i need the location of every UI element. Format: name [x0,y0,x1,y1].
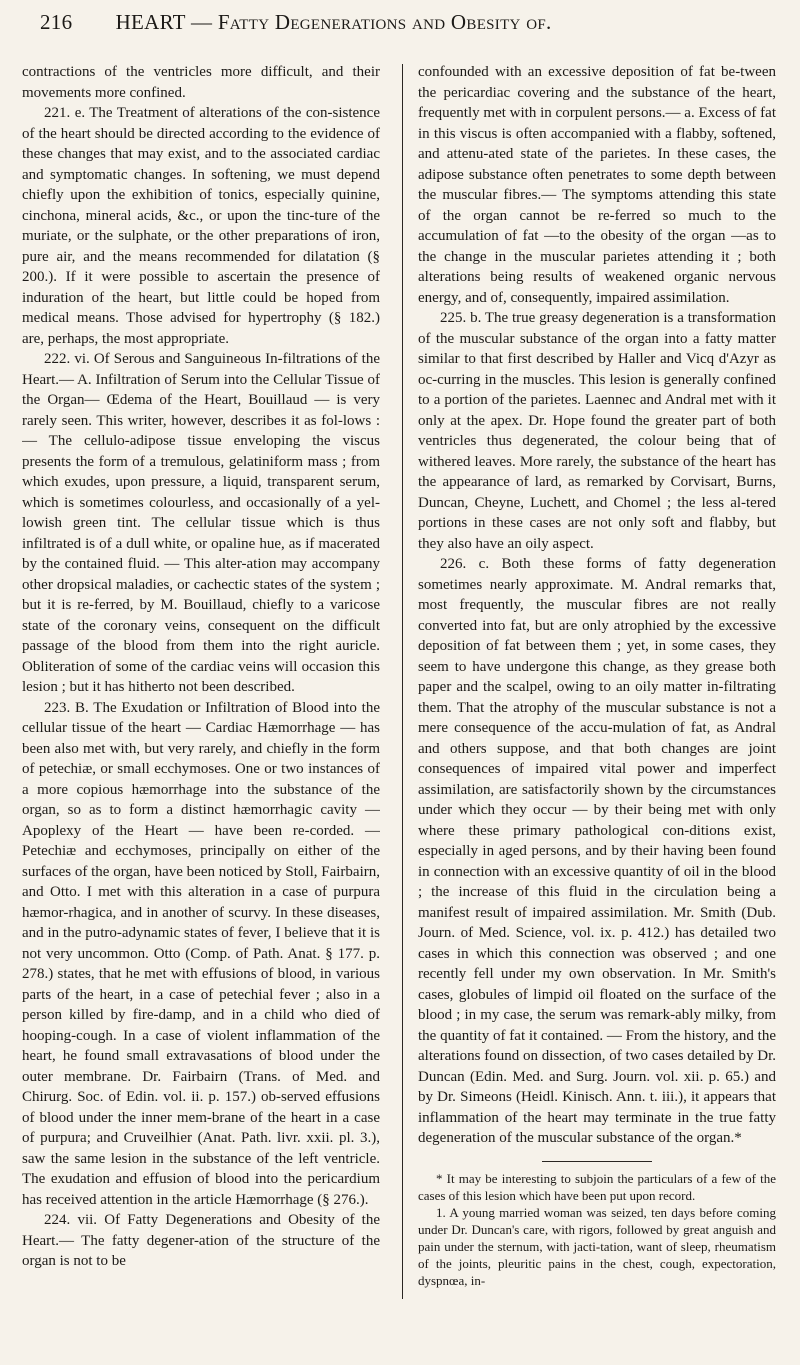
column-divider [402,64,403,1299]
paragraph: contractions of the ventricles more difficult, and their movements more confined. [22,64,380,101]
paragraph: 224. vii. Of Fatty Degenerations and Obesity of the Heart.— The fatty degener-ation of the structure of the organ is not to be [22,1212,380,1269]
paragraph: 226. c. Both these forms of fatty degeneration sometimes nearly approximate. M. Andral remarks that, most frequently, the muscular fibres are not really converted into fat, but are only atrophied by the excessive deposition of fat between them ; yet, in some cases, they seem to have undergone this change, as they grease both paper and the scalpel, owing to an oily matter in-filtrating them. That the atrophy of the muscular substance is not a mere consequence of the accu-mulation of fat, as Andral and others suppose, and that both changes are joint consequences of impaired vital power and imperfect assimilation, are satisfactorily shown by the circumstances under which they occur — by their being met with only where these primary pathological con-ditions exist, especially in aged persons, and by their having been found in connection with an excessive quantity of oil in the blood ; the increase of this fluid in the circulation being a manifest result of impaired assimilation. Mr. Smith (Dub. Journ. of Med. Science, vol. ix. p. 412.) has detailed two cases in which this connection was observed ; and one recently fell under my own observation. In Mr. Smith's cases, globules of limpid oil floated on the surface of the blood ; in my case, the serum was remark-ably milky, from the quantity of fat it contained. — From the history, and the alterations found on dissection, of two cases detailed by Dr. Duncan (Edin. Med. and Surg. Journ. vol. xii. p. 65.) and by Dr. Simeons (Heidl. Kinisch. Ann. t. iii.), it appears that inflammation of the heart may terminate in the true fatty degeneration of the muscular substance of the organ.* [418,556,776,1146]
paragraph: 221. e. The Treatment of alterations of the con-sistence of the heart should be directed according to the evidence of these changes that may exist, and to the associated cardiac and symptomatic changes. In softening, we must depend chiefly upon the exhibition of tonics, especially quinine, cinchona, mineral acids, &c., or upon the tinc-ture of the muriate, or the sulphate, or the other preparations of iron, pure air, and the means recommended for dilatation (§ 200.). If it were possible to ascertain the presence of induration of the heart, but little could be hoped from medical means. Those advised for hypertrophy (§ 182.) are, perhaps, the most appropriate. [22,105,380,347]
paragraph: 223. B. The Exudation or Infiltration of Blood into the cellular tissue of the heart — Cardiac Hæmorrhage — has been also met with, but very rarely, and chiefly in the form of petechiæ, or small ecchymoses. One or two instances of a more copious hæmorrhage into the substance of the organ, so as to form a distinct hæmorrhagic cavity — Apoplexy of the Heart — have been re-corded. — Petechiæ and ecchymoses, principally on either of the surfaces of the organ, have been noticed by Stoll, Fairbairn, and Otto. I met with this alteration in a case of purpura hæmor-rhagica, and in another of scurvy. In these diseases, and in the putro-adynamic states of fever, I believe that it is not very uncommon. Otto (Comp. of Path. Anat. § 177. p. 278.) states, that he met with effusions of blood, in various parts of the heart, in a case of petechial fever ; also in a person killed by fire-damp, and in a child who died of hooping-cough. In a case of violent inflammation of the heart, he found small extravasations of blood under the outer membrane. Dr. Fairbairn (Trans. of Med. and Chirurg. Soc. of Edin. vol. ii. p. 157.) ob-served effusions of blood under the inner mem-brane of the heart in a case of purpura; and Cruveilhier (Anat. Path. livr. xxii. pl. 3.), saw the same lesion in the substance of the left ventricle. The exudation and effusion of blood into the pericardium has received attention in the article Hæmorrhage (§ 276.). [22,699,380,1208]
left-column [22,62,380,1352]
paragraph: 222. vi. Of Serous and Sanguineous In-filtrations of the Heart.— A. Infiltration of Serum into the Cellular Tissue of the Organ— Œdema of the Heart, Bouillaud — is very rarely seen. This writer, however, describes it as fol-lows : — The cellulo-adipose tissue enveloping the viscus presents the form of a tremulous, gelatiniform mass ; from which exudes, upon pressure, a liquid, transparent serum, which is sometimes colourless, and occasionally of a yel-lowish green tint. The cellular tissue which is thus infiltrated is of a dull white, or opaline hue, as if macerated by the contained fluid. — This alter-ation may accompany other dropsical maladies, or cachectic states of the system ; but it is re-ferred, by M. Bouillaud, chiefly to a varicose state of the coronary veins, consequent on the difficult passage of the blood from them into the right auricle. Obliteration of some of the cardiac veins will occasion this lesion ; but it has hitherto not been described. [22,351,380,695]
paragraph: 225. b. The true greasy degeneration is a transformation of the muscular substance of the organ into a fatty matter similar to that first described by Haller and Vicq d'Azyr as oc-curring in the muscles. This lesion is generally confined to a portion of the parietes. Laennec and Andral met with it only at the apex. Dr. Hope found the greater part of both ventricles thus degenerated, the colour being that of withered leaves. More rarely, the substance of the heart has the appearance of lard, as remarked by Corvisart, Burns, Duncan, Cheyne, Luchett, and Chomel ; the less al-tered portions in these cases are not only soft and flabby, but they also have an oily aspect. [418,310,776,552]
running-head [40,10,765,35]
footnotes [418,1170,776,1289]
page-number: 216 [40,10,73,34]
paragraph: confounded with an excessive deposition of fat be-tween the pericardiac covering and the substance of the heart, frequently met with in corpulent persons.— a. Excess of fat in this viscus is often accompanied with a flabby, softened, and attenu-ated state of the parietes. In these cases, the adipose substance often penetrates to some depth between the muscular fibres.— The symptoms attending this state of the organ cannot be re-ferred so much to the accumulation of fat —to the obesity of the organ —as to the change in the muscular parietes attending it ; both alterations being results of weakened organic nervous energy, and of, consequently, impaired assimilation. [418,64,776,306]
footnote: 1. A young married woman was seized, ten days before coming under Dr. Duncan's care, with rigors, followed by great anguish and pain under the sternum, with jacti-tation, want of sleep, rheumatism of the joints, pleuritic pains in the chest, cough, expectoration, dyspnœa, in- [418,1204,776,1288]
page-header-title: HEART — Fatty Degenerations and Obesity of. [115,10,552,34]
footnote: * It may be interesting to subjoin the particulars of a few of the cases of this lesion which have been put upon record. [418,1170,776,1203]
right-column [418,62,776,1352]
footnote-divider [542,1161,652,1162]
